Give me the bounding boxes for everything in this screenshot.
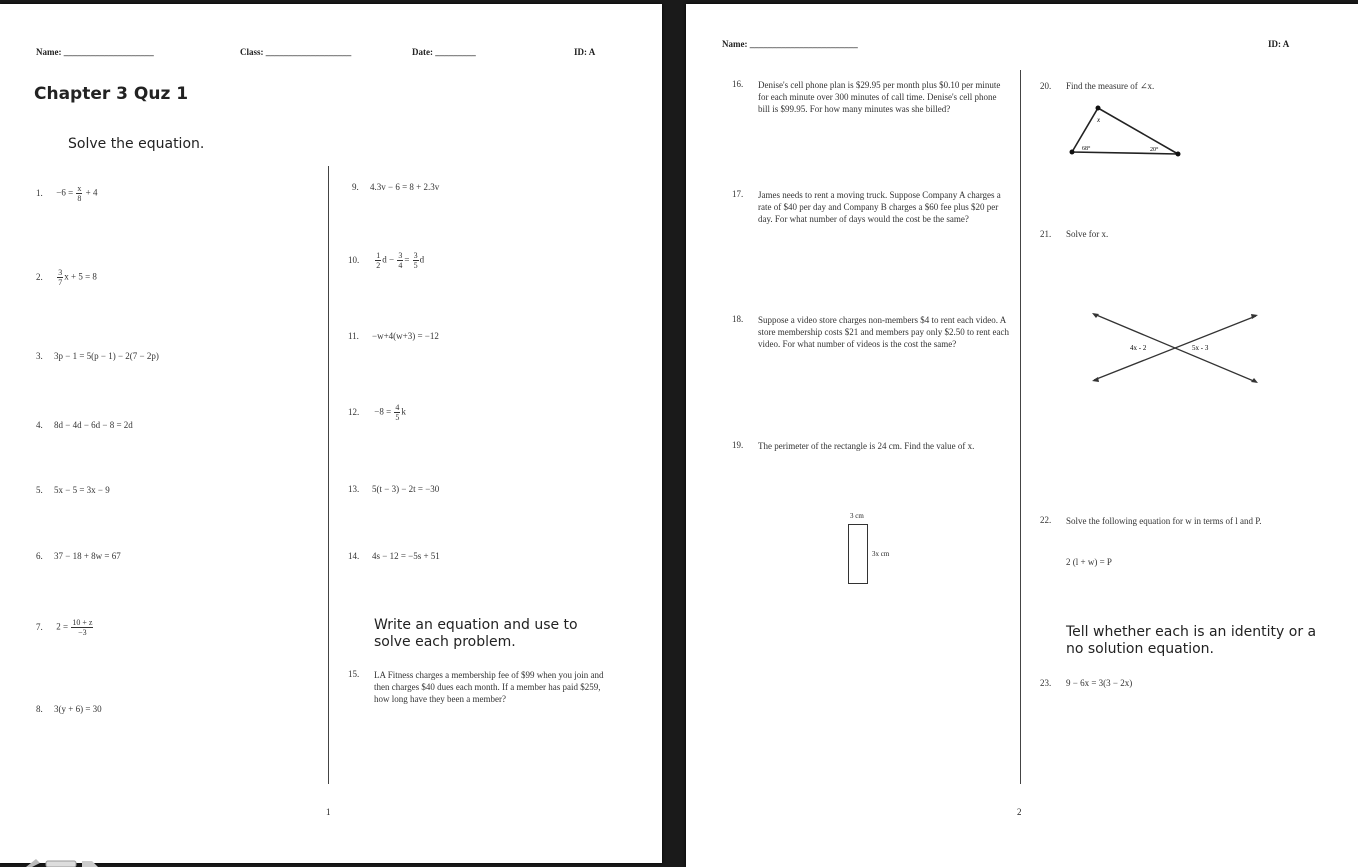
question-text: 3(y + 6) = 30 bbox=[54, 704, 102, 714]
vertex-dot bbox=[1176, 152, 1181, 157]
question-text: 4s − 12 = −5s + 51 bbox=[372, 551, 440, 561]
q1-fraction bbox=[76, 184, 82, 203]
worksheet-page-2 bbox=[686, 4, 1358, 867]
question-15-text: LA Fitness charges a membership fee of $99 when you join and then charges $40 dues each month. If a member has paid $259, how long have they been a member? bbox=[374, 670, 604, 704]
question-15-number: 15. bbox=[348, 669, 360, 679]
rectangle-height-label: 3x cm bbox=[872, 550, 890, 558]
arrow-icon[interactable] bbox=[82, 861, 98, 867]
question-number: 8. bbox=[36, 704, 43, 714]
question-3 bbox=[36, 351, 159, 361]
denominator: 8 bbox=[77, 194, 82, 203]
rectangle-figure bbox=[848, 524, 868, 584]
question-19-number: 19. bbox=[732, 440, 744, 450]
arrow-head bbox=[1251, 314, 1258, 319]
line-two bbox=[1094, 316, 1256, 380]
question-number: 5. bbox=[36, 485, 43, 495]
angle-label-right: 5x - 3 bbox=[1192, 344, 1209, 352]
date-blank: _________ bbox=[435, 47, 476, 57]
question-text: 3p − 1 = 5(p − 1) − 2(7 − 2p) bbox=[54, 351, 159, 361]
question-7 bbox=[36, 618, 94, 637]
denominator: 2 bbox=[376, 261, 381, 270]
question-text: 4.3v − 6 = 8 + 2.3v bbox=[370, 182, 440, 192]
question-9 bbox=[352, 182, 439, 192]
numerator: 3 bbox=[398, 251, 403, 260]
page-title: Chapter 3 Quz 1 bbox=[34, 84, 189, 104]
question-number: 1. bbox=[36, 187, 43, 198]
question-number: 12. bbox=[348, 406, 360, 417]
triangle-figure bbox=[1066, 100, 1186, 164]
denominator: 4 bbox=[398, 261, 403, 270]
page-number: 2 bbox=[1017, 807, 1022, 817]
name-blank: ________________________ bbox=[749, 39, 858, 49]
question-text: −w+4(w+3) = −12 bbox=[372, 331, 439, 341]
question-number: 9. bbox=[352, 182, 359, 192]
angle-label-left: 4x - 2 bbox=[1130, 344, 1147, 352]
arrow-head bbox=[1092, 377, 1099, 382]
question-number: 10. bbox=[348, 254, 360, 265]
numerator: 4 bbox=[395, 403, 400, 412]
question-23 bbox=[1040, 678, 1132, 688]
question-17-text: James needs to rent a moving truck. Suppose Company A charges a rate of $40 per day and Company B charges a $60 fee plus $20 per day. For what number of days would the cost be the same? bbox=[758, 190, 1001, 224]
numerator: 3 bbox=[58, 268, 63, 277]
question-number: 6. bbox=[36, 551, 43, 561]
question-number: 3. bbox=[36, 351, 43, 361]
denominator: 5 bbox=[395, 413, 400, 422]
viewer-toolbar[interactable] bbox=[6, 857, 106, 867]
numerator: 10 + z bbox=[72, 618, 93, 627]
question-8 bbox=[36, 704, 102, 714]
question-number: 20. bbox=[1040, 81, 1052, 91]
rectangle-width-label: 3 cm bbox=[850, 512, 864, 520]
question-5 bbox=[36, 485, 110, 495]
name-blank: ____________________ bbox=[63, 47, 154, 57]
q7-fraction bbox=[71, 618, 93, 637]
page-number: 1 bbox=[326, 807, 331, 817]
vertex-dot bbox=[1070, 150, 1075, 155]
numerator: 3 bbox=[413, 251, 418, 260]
name-label: Name: bbox=[36, 47, 62, 57]
id-label: ID: A bbox=[574, 47, 596, 57]
instruction-word-problems: Write an equation and use to solve each problem. bbox=[374, 617, 578, 650]
question-text: Solve for x. bbox=[1066, 229, 1109, 239]
q10-fraction-2 bbox=[397, 251, 403, 270]
name-field bbox=[722, 39, 858, 49]
question-16-text: Denise's cell phone plan is $29.95 per month plus $0.10 per minute for each minute over 300 minutes of call time. Denise's cell phone bill is $99.95. For how many minutes was she billed? bbox=[758, 80, 1001, 114]
date-field bbox=[412, 47, 476, 57]
question-2 bbox=[36, 268, 97, 287]
question-13 bbox=[348, 484, 439, 494]
question-number: 2. bbox=[36, 271, 43, 282]
question-number: 13. bbox=[348, 484, 360, 494]
numerator: 1 bbox=[376, 251, 381, 260]
question-19-text: The perimeter of the rectangle is 24 cm. Find the value of x. bbox=[758, 441, 975, 451]
denominator: −3 bbox=[78, 628, 87, 637]
question-text: 8d − 4d − 6d − 8 = 2d bbox=[54, 420, 133, 430]
intersecting-lines-figure bbox=[1090, 310, 1262, 386]
question-text: 5x − 5 = 3x − 9 bbox=[54, 485, 110, 495]
triangle-angle-68: 68° bbox=[1082, 146, 1091, 152]
triangle-vertex-label: x bbox=[1097, 116, 1101, 124]
q10-var: d bbox=[419, 254, 425, 265]
q10-equals: = bbox=[404, 254, 410, 265]
question-number: 14. bbox=[348, 551, 360, 561]
question-text: 5(t − 3) − 2t = −30 bbox=[372, 484, 440, 494]
name-label: Name: bbox=[722, 39, 748, 49]
instruction-solve: Solve the equation. bbox=[68, 136, 205, 152]
triangle-angle-20: 20° bbox=[1150, 147, 1159, 153]
q1-lhs: −6 = bbox=[56, 187, 74, 198]
q10-fraction-3 bbox=[413, 251, 419, 270]
question-6 bbox=[36, 551, 121, 561]
question-21 bbox=[1040, 229, 1108, 239]
class-field bbox=[240, 47, 351, 57]
question-1 bbox=[36, 184, 97, 203]
column-divider bbox=[1020, 70, 1021, 784]
question-12 bbox=[348, 403, 406, 422]
q12-fraction bbox=[394, 403, 400, 422]
q10-part: d − bbox=[382, 254, 395, 265]
question-number: 4. bbox=[36, 420, 43, 430]
instruction-identity: Tell whether each is an identity or a no solution equation. bbox=[1066, 624, 1317, 657]
question-18-text: Suppose a video store charges non-members $4 to rent each video. A store membership costs $21 and members pay only $2.50 to rent each video. For what number of videos is the cost the same? bbox=[758, 315, 1009, 349]
q2-rest: x + 5 = 8 bbox=[64, 271, 97, 282]
pencil-icon[interactable] bbox=[26, 859, 40, 867]
question-11 bbox=[348, 331, 439, 341]
question-text: Find the measure of ∠x. bbox=[1066, 81, 1155, 91]
question-22-equation: 2 (l + w) = P bbox=[1066, 557, 1112, 567]
name-field bbox=[36, 47, 154, 57]
question-14 bbox=[348, 551, 440, 561]
question-16-number: 16. bbox=[732, 79, 744, 89]
q10-fraction-1 bbox=[375, 251, 381, 270]
id-label: ID: A bbox=[1268, 39, 1290, 49]
question-number: 7. bbox=[36, 621, 43, 632]
question-number: 21. bbox=[1040, 229, 1052, 239]
q1-rhs: + 4 bbox=[85, 187, 98, 198]
q7-lhs: 2 = bbox=[56, 621, 69, 632]
question-number: 23. bbox=[1040, 678, 1052, 688]
date-label: Date: bbox=[412, 47, 433, 57]
class-blank: ___________________ bbox=[265, 47, 352, 57]
question-10 bbox=[348, 251, 424, 270]
question-18-number: 18. bbox=[732, 314, 744, 324]
q12-lhs: −8 = bbox=[374, 406, 392, 417]
question-20 bbox=[1040, 81, 1154, 92]
question-17-number: 17. bbox=[732, 189, 744, 199]
question-text: 37 − 18 + 8w = 67 bbox=[54, 551, 121, 561]
denominator: 5 bbox=[413, 261, 418, 270]
class-label: Class: bbox=[240, 47, 264, 57]
numerator: x bbox=[77, 184, 82, 193]
question-4 bbox=[36, 420, 133, 430]
denominator: 7 bbox=[58, 278, 63, 287]
question-text: 9 − 6x = 3(3 − 2x) bbox=[1066, 678, 1133, 688]
question-22-number: 22. bbox=[1040, 515, 1052, 525]
markup-icon[interactable] bbox=[46, 861, 76, 867]
question-number: 11. bbox=[348, 331, 359, 341]
q2-fraction bbox=[57, 268, 63, 287]
question-22-text: Solve the following equation for w in terms of l and P. bbox=[1066, 516, 1262, 526]
vertex-dot bbox=[1096, 106, 1101, 111]
column-divider bbox=[328, 166, 329, 784]
worksheet-page-1 bbox=[0, 4, 662, 863]
q12-var: k bbox=[401, 406, 406, 417]
